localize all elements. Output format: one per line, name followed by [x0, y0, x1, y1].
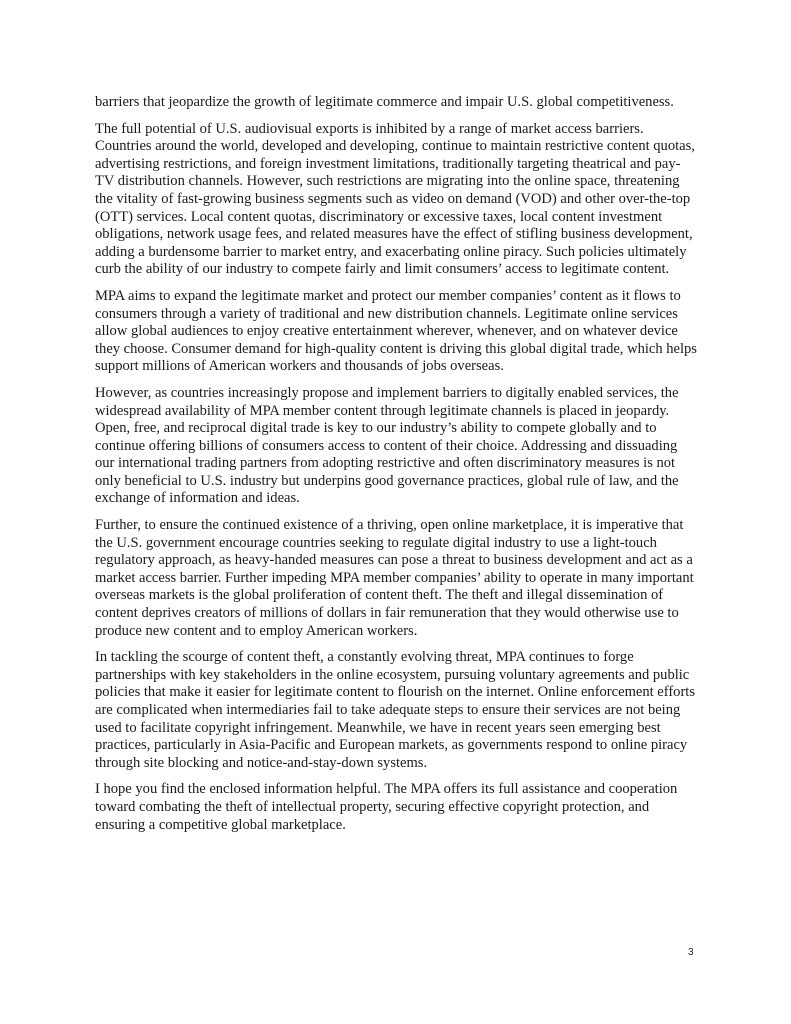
paragraph-content-theft: In tackling the scourge of content theft, a constantly evolving threat, MPA continues to forge partnerships with key stakeholders in the online ecosystem, pursuing voluntary agreements and public policies that make it easier for legitimate content to flourish on the internet. Online enforcement efforts are complicated when intermediaries fail to take adequate steps to ensure their services are not being used to facilitate copyright infringement. Meanwhile, we have in recent years seen emerging best practices, particularly in Asia-Pacific and European markets, as governments respond to online piracy through site blocking and notice-and-stay-down systems. — [95, 649, 695, 771]
paragraph-light-touch-regulation: Further, to ensure the continued existence of a thriving, open online marketplace, it is imperative that the U.S. government encourage countries seeking to regulate digital industry to use a light-touch regulatory approach, as heavy-handed measures can pose a threat to business development and act as a market access barrier. Further impeding MPA member companies’ ability to operate in many important overseas markets is the global proliferation of content theft. The theft and illegal dissemination of content deprives creators of millions of dollars in fair remuneration that they would otherwise use to produce new content and to employ American workers. — [95, 517, 694, 639]
paragraph-market-access-barriers: The full potential of U.S. audiovisual exports is inhibited by a range of market access barriers. Countries around the world, developed and developing, continue to maintain restrictive content quotas, advertising restrictions, and foreign investment limitations, traditionally targeting theatrical and pay-TV distribution channels. However, such restrictions are migrating into the online space, threatening the vitality of fast-growing business segments such as video on demand (VOD) and other over-the-top (OTT) services. Local content quotas, discriminatory or excessive taxes, local content investment obligations, network usage fees, and related measures have the effect of stifling business development, adding a burdensome barrier to market entry, and exacerbating online piracy. Such policies ultimately curb the ability of our industry to compete fairly and limit consumers’ access to legitimate content. — [95, 120, 695, 278]
paragraph-legitimate-market: MPA aims to expand the legitimate market and protect our member companies’ content as it flows to consumers through a variety of traditional and new distribution channels. Legitimate online services allow global audiences to enjoy creative entertainment wherever, whenever, and on whatever device they choose. Consumer demand for high-quality content is driving this global digital trade, which helps support millions of American workers and thousands of jobs overseas. — [95, 287, 697, 375]
paragraph-closing: I hope you find the enclosed information helpful. The MPA offers its full assistance and cooperation toward combating the theft of intellectual property, securing effective copyright protection, and ensuring a competitive global marketplace. — [95, 781, 678, 833]
page-number: 3 — [688, 947, 694, 958]
body-text — [95, 94, 699, 843]
paragraph-digital-trade: However, as countries increasingly propose and implement barriers to digitally enabled services, the widespread availability of MPA member content through legitimate channels is placed in jeopardy. Open, free, and reciprocal digital trade is key to our industry’s ability to compete globally and to continue offering billions of consumers access to content of their choice. Addressing and dissuading our international trading partners from adopting restrictive and often discriminatory measures is not only beneficial to U.S. industry but underpins good governance practices, global rule of law, and the exchange of information and ideas. — [95, 384, 679, 507]
paragraph-continuation: barriers that jeopardize the growth of legitimate commerce and impair U.S. global competitiveness. — [95, 94, 674, 110]
